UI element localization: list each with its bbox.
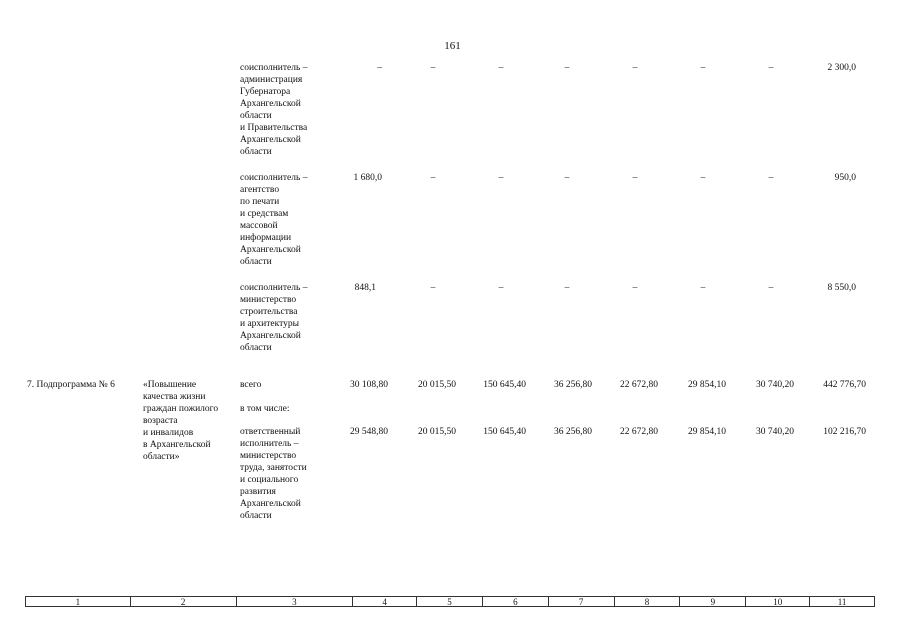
total-col7: 36 256,80: [554, 380, 592, 390]
column-index-cell: 9: [680, 597, 746, 606]
column-index-cell: 5: [417, 597, 483, 606]
page-number: 161: [444, 40, 461, 52]
total-col6: 150 645,40: [483, 380, 526, 390]
column-index-cell: 1: [26, 597, 131, 606]
value-col9: –: [700, 283, 706, 293]
value-col5: –: [430, 283, 436, 293]
executor-cell: соисполнитель – агентство по печати и средствам массовой информации Архангельской области: [240, 173, 308, 267]
subprogram-title: «Повышение качества жизни граждан пожилого возраста и инвалидов в Архангельской области»: [143, 380, 219, 462]
responsible-col9: 29 854,10: [688, 427, 726, 437]
total-col11: 442 776,70: [823, 380, 866, 390]
column-index-cell: 3: [237, 597, 354, 606]
value-col6: –: [498, 63, 504, 73]
total-col5: 20 015,50: [418, 380, 456, 390]
value-col4: –: [377, 63, 382, 73]
responsible-col8: 22 672,80: [620, 427, 658, 437]
value-col11: 2 300,0: [827, 63, 856, 73]
value-col10: –: [768, 173, 774, 183]
value-col7: –: [564, 283, 570, 293]
column-index-row: [25, 596, 875, 607]
column-index-cell: 2: [131, 597, 237, 606]
value-col5: –: [430, 173, 436, 183]
responsible-executor-cell: ответственный исполнитель – министерство труда, занятости и социального развития Архангельской области: [240, 427, 307, 521]
responsible-col10: 30 740,20: [756, 427, 794, 437]
value-col6: –: [498, 173, 504, 183]
total-col10: 30 740,20: [756, 380, 794, 390]
column-index-cell: 4: [353, 597, 417, 606]
value-col7: –: [564, 63, 570, 73]
value-col8: –: [632, 173, 638, 183]
column-index-cell: 10: [746, 597, 810, 606]
value-col10: –: [768, 63, 774, 73]
executor-cell: соисполнитель – министерство строительства и архитектуры Архангельской области: [240, 283, 308, 353]
value-col9: –: [700, 63, 706, 73]
column-index-cell: 11: [837, 597, 847, 607]
value-col6: –: [498, 283, 504, 293]
value-col11: 950,0: [834, 173, 856, 183]
column-index-cell: 7: [549, 597, 615, 606]
value-col5: –: [430, 63, 436, 73]
responsible-col5: 20 015,50: [418, 427, 456, 437]
responsible-col6: 150 645,40: [483, 427, 526, 437]
responsible-col4: 29 548,80: [350, 427, 388, 437]
responsible-col7: 36 256,80: [554, 427, 592, 437]
value-col4: 1 680,0: [353, 173, 382, 183]
column-index-cell: 6: [483, 597, 549, 606]
value-col8: –: [632, 63, 638, 73]
including-label: в том числе:: [240, 404, 290, 414]
column-index-cell: 8: [615, 597, 681, 606]
total-label: всего: [240, 380, 262, 390]
responsible-col11: 102 216,70: [823, 427, 866, 437]
value-col9: –: [700, 173, 706, 183]
value-col7: –: [564, 173, 570, 183]
subprogram-name: 7. Подпрограмма № 6: [27, 380, 115, 390]
value-col10: –: [768, 283, 774, 293]
total-col4: 30 108,80: [350, 380, 388, 390]
value-col8: –: [632, 283, 638, 293]
executor-cell: соисполнитель – администрация Губернатора Архангельской области и Правительства Архангельской области: [240, 63, 308, 157]
value-col11: 8 550,0: [827, 283, 856, 293]
total-col8: 22 672,80: [620, 380, 658, 390]
total-col9: 29 854,10: [688, 380, 726, 390]
value-col4: 848,1: [354, 283, 376, 293]
